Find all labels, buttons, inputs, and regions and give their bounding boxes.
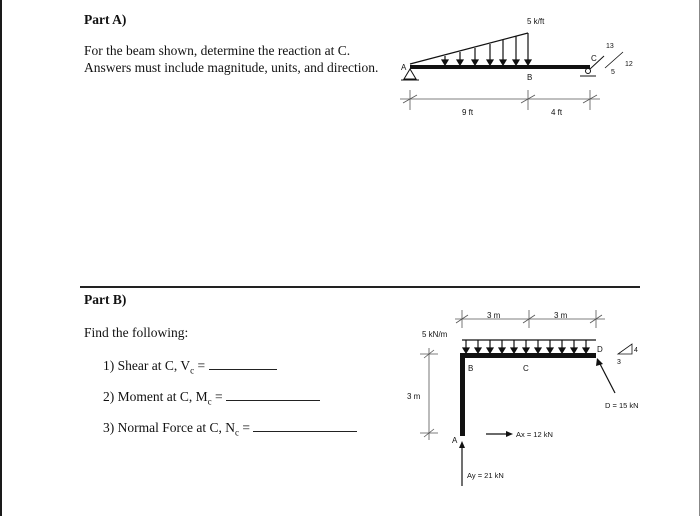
part-a-dim-4ft: 4 ft [551, 108, 563, 117]
slope-label-3: 3 [617, 359, 621, 366]
part-b-force-d-label: D = 15 kN [605, 401, 639, 410]
slope-label-4: 4 [634, 347, 638, 354]
slope-triangle-d [618, 344, 632, 354]
part-b-load-arrows [463, 340, 589, 353]
frame-vertical-member [460, 353, 465, 436]
part-b-left-dimension [420, 348, 438, 440]
part-a-prompt-line1: For the beam shown, determine the reaction at C. [84, 43, 351, 58]
part-b-dim-height: 3 m [407, 392, 421, 401]
part-b-ax-label: Ax = 12 kN [516, 430, 553, 439]
part-b-prompt: Find the following: [84, 325, 189, 340]
part-b-label-c: C [523, 364, 529, 373]
part-b-label-b: B [468, 364, 474, 373]
slope-label-13: 13 [606, 43, 614, 50]
part-b-dim-3m-left: 3 m [487, 311, 501, 320]
part-b-label-a: A [452, 436, 458, 445]
question-moment: 2) Moment at C, $M_c$ = [103, 388, 320, 411]
part-b-load-label: 5 kN/m [422, 330, 448, 339]
part-a-dim-9ft: 9 ft [462, 108, 474, 117]
slope-label-5: 5 [611, 69, 615, 76]
part-a-load-label: 5 k/ft [527, 17, 545, 26]
force-d-arrow [599, 362, 615, 393]
part-a-title: Part A) [84, 12, 127, 27]
question-normal: 3) Normal Force at C, $N_c$ = [103, 419, 357, 442]
question-shear: 1) Shear at C, $V_c$ = [103, 357, 277, 380]
part-a-label-a: A [401, 63, 407, 72]
part-a-label-c: C [591, 54, 597, 63]
part-b-title: Part B) [84, 292, 127, 307]
part-a-label-b: B [527, 73, 533, 82]
slope-label-12: 12 [625, 61, 633, 68]
part-b-ay-label: Ay = 21 kN [467, 471, 504, 480]
part-b-dim-3m-right: 3 m [554, 311, 568, 320]
part-b-label-d: D [597, 345, 603, 354]
part-b-top-dimensions [455, 310, 605, 328]
part-a-prompt-line2: Answers must include magnitude, units, and direction. [84, 60, 379, 75]
frame-horizontal-member [460, 353, 596, 358]
